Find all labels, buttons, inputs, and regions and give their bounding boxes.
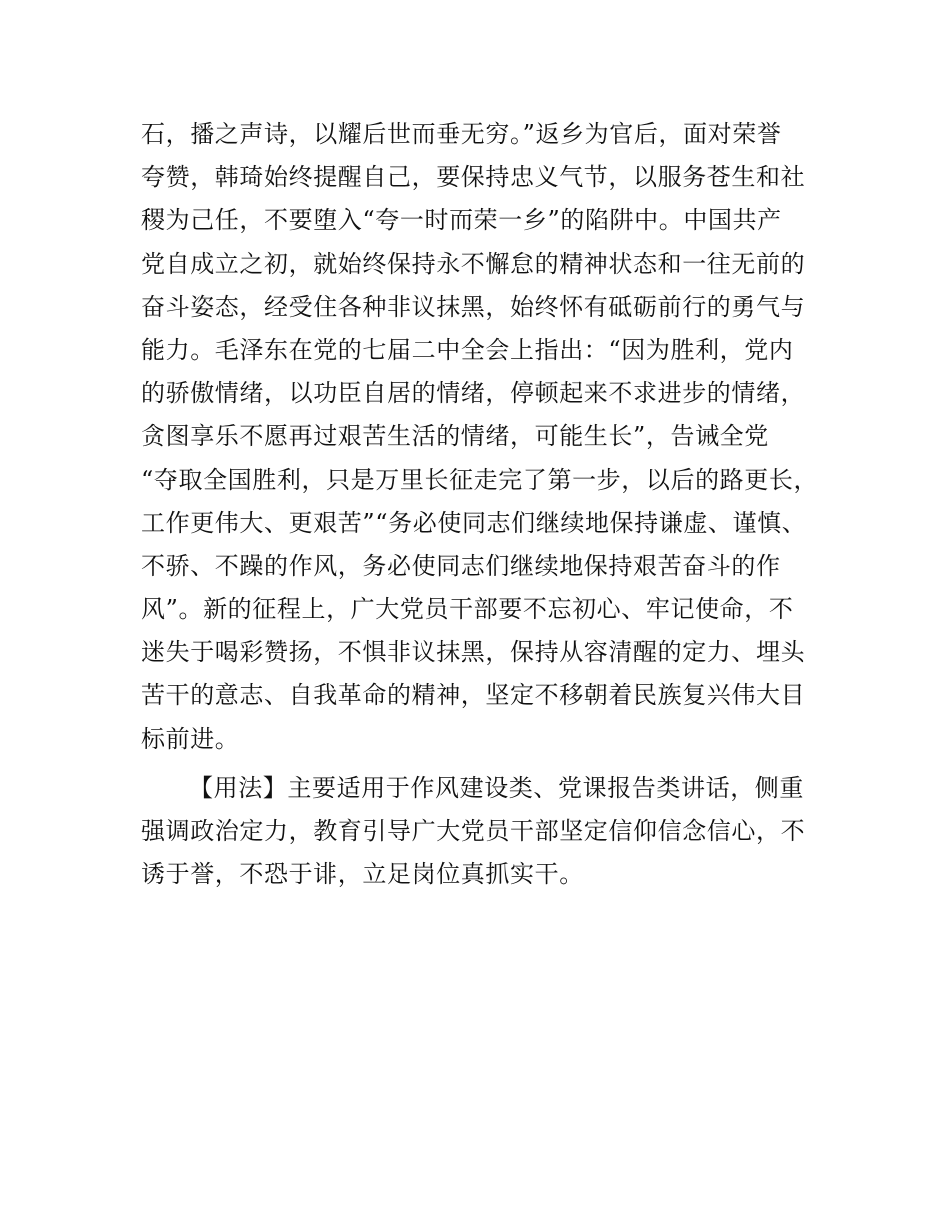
text-line: 工作更伟大、更艰苦”“务必使同志们继续地保持谦虚、谨慎、 <box>141 508 807 537</box>
text-line: 强调政治定力，教育引导广大党员干部坚定信仰信念信心，不 <box>141 817 806 845</box>
text-line: 【用法】主要适用于作风建设类、党课报告类讲话，侧重 <box>189 773 804 802</box>
text-line: 能力。毛泽东在党的七届二中全会上指出：“因为胜利，党内 <box>141 335 794 364</box>
text-line: 不骄、不躁的作风，务必使同志们继续地保持艰苦奋斗的作 <box>141 551 781 580</box>
text-line: 诱于誉，不恐于诽，立足岗位真抓实干。 <box>141 860 584 889</box>
text-line: 风”。新的征程上，广大党员干部要不忘初心、牢记使命，不 <box>141 595 794 624</box>
text-line: 贪图享乐不愿再过艰苦生活的情绪，可能生长”，告诫全党 <box>141 422 769 451</box>
text-line: 石，播之声诗，以耀后世而垂无穷。”返乡为官后，面对荣誉 <box>141 120 782 148</box>
text-line: 的骄傲情绪，以功臣自居的情绪，停顿起来不求进步的情绪， <box>141 379 806 408</box>
paragraph-main <box>141 113 821 761</box>
text-line: 稷为己任，不要堕入“夸一时而荣一乡”的陷阱中。中国共产 <box>141 206 782 235</box>
text-line: 迷失于喝彩赞扬，不惧非议抹黑，保持从容清醒的定力、埋头 <box>141 638 806 667</box>
text-line: 党自成立之初，就始终保持永不懈怠的精神状态和一往无前的 <box>141 249 806 278</box>
paragraph-usage <box>141 767 821 897</box>
text-line: 夸赞，韩琦始终提醒自己，要保持忠义气节，以服务苍生和社 <box>141 163 806 192</box>
text-line: 标前进。 <box>141 724 240 753</box>
text-line: 奋斗姿态，经受住各种非议抹黑，始终怀有砥砺前行的勇气与 <box>141 292 806 321</box>
document-body <box>141 113 821 896</box>
text-line: 苦干的意志、自我革命的精神，坚定不移朝着民族复兴伟大目 <box>141 681 806 710</box>
text-line: “夺取全国胜利，只是万里长征走完了第一步，以后的路更长， <box>141 465 819 494</box>
